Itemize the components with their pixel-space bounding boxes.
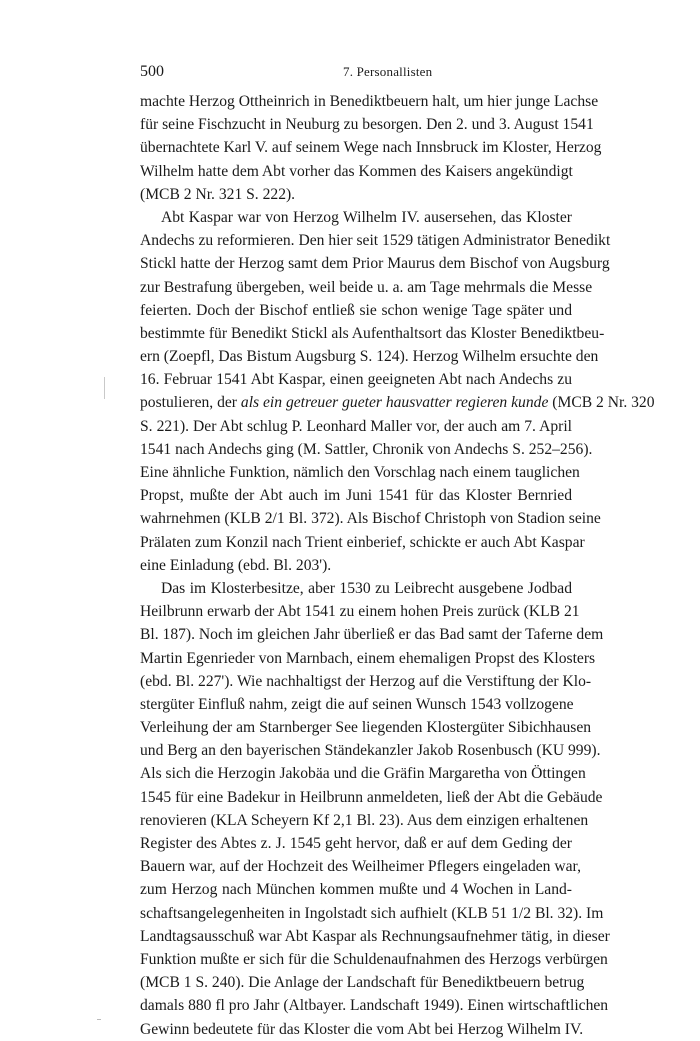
text-line: Propst, mußte der Abt auch im Juni 1541 für das Kloster Bernried xyxy=(140,487,572,505)
body-text xyxy=(140,90,655,1041)
text-line: Bauern war, auf der Hochzeit des Weilheimer Pflegers eingeladen war, xyxy=(140,858,582,876)
text-line: bestimmte für Benedikt Stickl als Aufenthaltsort das Kloster Benediktbeu- xyxy=(140,324,605,342)
text-line: Heilbrunn erwarb der Abt 1541 zu einem hohen Preis zurück (KLB 21 xyxy=(140,603,580,621)
text-line: Andechs zu reformieren. Den hier seit 1529 tätigen Administrator Benedikt xyxy=(140,232,611,250)
text-line: Landtagsausschuß war Abt Kaspar als Rechnungsaufnehmer tätig, in dieser xyxy=(140,927,610,945)
text-line: übernachtete Karl V. auf seinem Wege nach Innsbruck im Kloster, Herzog xyxy=(140,139,602,157)
text-line: feierten. Doch der Bischof entließ sie schon wenige Tage später und xyxy=(140,301,572,319)
text-line: schaftsangelegenheiten in Ingolstadt sich aufhielt (KLB 51 1/2 Bl. 32). Im xyxy=(140,904,604,922)
quoted-source-italic: als ein getreuer gueter hausvatter regieren kunde xyxy=(240,394,549,412)
text-line: machte Herzog Ottheinrich in Benediktbeuern halt, um hier junge Lachse xyxy=(140,93,599,110)
text-line: Verleihung der am Starnberger See liegenden Klostergüter Sibichhausen xyxy=(140,719,592,737)
text-line: Das im Klosterbesitze, aber 1530 zu Leibrecht ausgebene Jodbad xyxy=(161,579,572,597)
text-line: Abt Kaspar war von Herzog Wilhelm IV. ausersehen, das Kloster xyxy=(161,208,572,226)
margin-mark xyxy=(104,377,105,399)
text-line: damals 880 fl pro Jahr (Altbayer. Landschaft 1949). Einen wirtschaftlichen xyxy=(140,997,609,1015)
text-line: ern (Zoepfl, Das Bistum Augsburg S. 124). Herzog Wilhelm ersuchte den xyxy=(140,348,599,366)
running-head: 7. Personallisten xyxy=(343,64,433,79)
text-line: (MCB 1 S. 240). Die Anlage der Landschaft für Benediktbeuern betrug xyxy=(140,974,585,992)
text-line: Bl. 187). Noch im gleichen Jahr überließ er das Bad samt der Taferne dem xyxy=(140,626,604,644)
text-line: Martin Egenrieder von Marnbach, einem ehemaligen Propst des Klosters xyxy=(140,649,596,667)
text-line: Funktion mußte er sich für die Schuldenaufnahmen des Herzogs verbürgen xyxy=(140,950,608,968)
text-line: eine Einladung (ebd. Bl. 203'). xyxy=(140,556,332,574)
text-line: zur Bestrafung übergeben, weil beide u. a. am Tage mehrmals die Messe xyxy=(140,278,593,296)
text-line: Als sich die Herzogin Jakobäa und die Gräfin Margaretha von Öttingen xyxy=(140,765,586,783)
margin-dot xyxy=(97,1019,101,1020)
page-number: 500 xyxy=(140,63,164,80)
text-line: zum Herzog nach München kommen mußte und 4 Wochen in Land- xyxy=(140,881,572,899)
text-line: 16. Februar 1541 Abt Kaspar, einen geeigneten Abt nach Andechs zu xyxy=(140,371,572,389)
text-line: stergüter Einfluß nahm, zeigt die auf seinen Wunsch 1543 vollzogene xyxy=(140,695,574,713)
text-fragment: (MCB 2 Nr. 320 xyxy=(548,394,655,412)
text-line: 1545 für eine Badekur in Heilbrunn anmeldeten, ließ der Abt die Gebäude xyxy=(140,788,603,806)
text-line: Eine ähnliche Funktion, nämlich den Vorschlag nach einem tauglichen xyxy=(140,464,580,481)
text-line: renovieren (KLA Scheyern Kf 2,1 Bl. 23). Aus dem einzigen erhaltenen xyxy=(140,811,589,829)
text-line: (MCB 2 Nr. 321 S. 222). xyxy=(140,185,296,203)
text-line: S. 221). Der Abt schlug P. Leonhard Maller vor, der auch am 7. April xyxy=(140,417,572,435)
text-line-with-quote xyxy=(140,391,655,414)
text-line: und Berg an den bayerischen Ständekanzler Jakob Rosenbusch (KU 999). xyxy=(140,742,601,760)
text-line: 1541 nach Andechs ging (M. Sattler, Chronik von Andechs S. 252–256). xyxy=(140,440,593,458)
text-line: für seine Fischzucht in Neuburg zu besorgen. Den 2. und 3. August 1541 xyxy=(140,116,594,134)
text-line: Gewinn bedeutete für das Kloster die vom Abt bei Herzog Wilhelm IV. xyxy=(140,1020,584,1038)
text-line: Stickl hatte der Herzog samt dem Prior Maurus dem Bischof von Augsburg xyxy=(140,255,610,273)
text-line: Prälaten zum Konzil nach Trient einberief, schickte er auch Abt Kaspar xyxy=(140,533,585,551)
text-line: wahrnehmen (KLB 2/1 Bl. 372). Als Bischof Christoph von Stadion seine xyxy=(140,510,601,528)
text-fragment: postulieren, der xyxy=(140,394,241,412)
text-line: Wilhelm hatte dem Abt vorher das Kommen des Kaisers angekündigt xyxy=(140,162,573,180)
text-line: (ebd. Bl. 227'). Wie nachhaltigst der Herzog auf die Verstiftung der Klo- xyxy=(140,672,592,690)
text-line: Register des Abtes z. J. 1545 geht hervor, daß er auf dem Geding der xyxy=(140,835,572,852)
